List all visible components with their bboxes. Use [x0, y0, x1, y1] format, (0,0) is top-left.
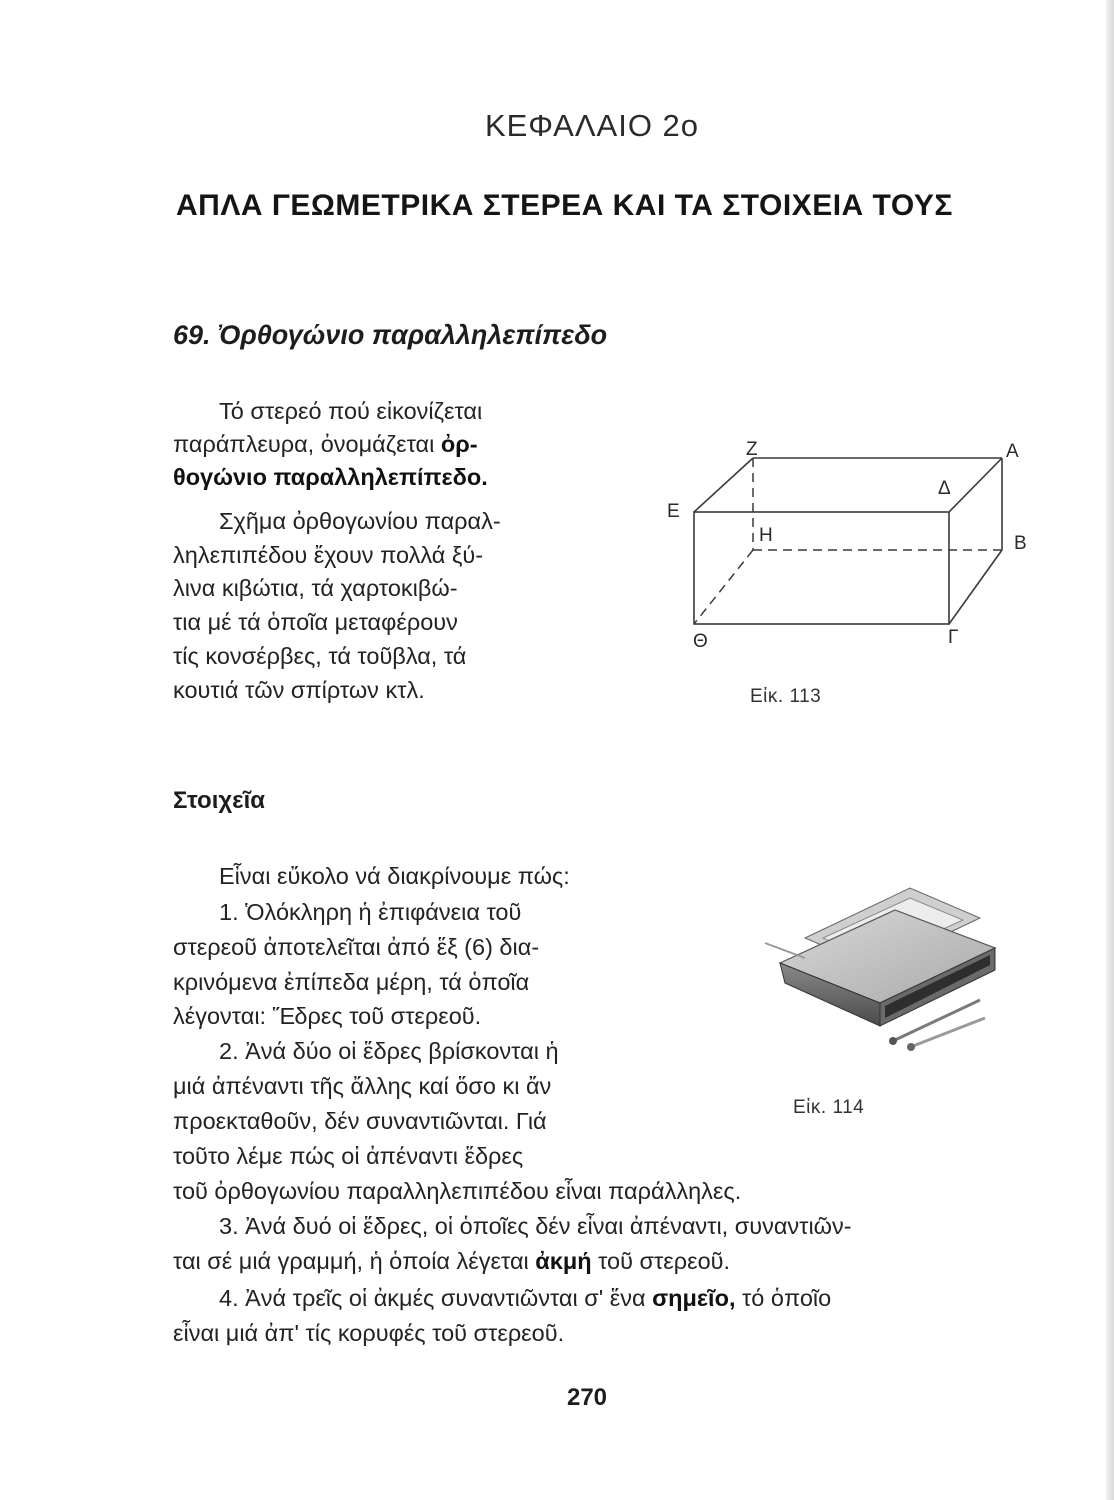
text-line: λέγονται: Ἕδρες τοῦ στερεοῦ.	[173, 1003, 482, 1029]
text-line: τοῦτο λέμε πώς οἱ ἀπέναντι ἕδρες	[173, 1143, 524, 1169]
edge	[694, 458, 753, 512]
text-segment: 4. Ἀνά τρεῖς οἱ ἀκμές συναντιῶνται σ' ἕνα	[219, 1285, 653, 1311]
text-line: ληλεπιπέδου ἔχουν πολλά ξύ-	[173, 542, 484, 568]
text-line	[173, 1245, 730, 1277]
hidden-edge	[694, 550, 753, 624]
vertex-label: Θ	[693, 631, 708, 652]
text-line	[173, 428, 478, 460]
text-segment: παράπλευρα, ὀνομάζεται	[173, 431, 441, 457]
vertex-label: Η	[759, 525, 773, 546]
text-line: 3. Ἀνά δυό οἱ ἕδρες, οἱ ὁποῖες δέν εἶναι ἀπέναντι, συναντιῶν-	[219, 1213, 852, 1239]
intro-line: Εἶναι εὔκολο νά διακρίνουμε πώς:	[219, 863, 570, 889]
text-segment: τοῦ στερεοῦ.	[591, 1248, 731, 1274]
text-line: κουτιά τῶν σπίρτων κτλ.	[173, 677, 425, 703]
figure-caption: Εἰκ. 113	[750, 686, 822, 707]
text-line: εἶναι μιά ἀπ' τίς κορυφές τοῦ στερεοῦ.	[173, 1320, 565, 1346]
edge	[949, 458, 1002, 512]
text-line: Σχῆμα ὀρθογωνίου παραλ-	[219, 508, 501, 534]
bold-term: θογώνιο παραλληλεπίπεδο.	[173, 464, 488, 490]
front-face	[694, 512, 949, 624]
text-segment: τό ὁποῖο	[735, 1285, 832, 1311]
text-line: λινα κιβώτια, τά χαρτοκιβώ-	[173, 575, 458, 601]
text-line: μιά ἀπέναντι τῆς ἄλλης καί ὅσο κι ἄν	[173, 1073, 552, 1099]
vertex-label: Δ	[938, 478, 951, 499]
match-stick	[913, 1018, 985, 1046]
text-line: 2. Ἀνά δύο οἱ ἕδρες βρίσκονται ἡ	[219, 1038, 559, 1064]
vertex-label: Γ	[948, 627, 959, 648]
match-head	[907, 1043, 915, 1051]
vertex-label: Β	[1014, 533, 1027, 554]
chapter-heading: ΚΕΦΑΛΑΙΟ 2ο	[484, 108, 700, 143]
text-line	[173, 461, 488, 493]
bold-term: ὀρ-	[440, 431, 478, 457]
page-edge	[1106, 0, 1114, 1500]
text-line	[219, 1282, 831, 1314]
bold-term: σημεῖο,	[652, 1285, 736, 1311]
match-head	[889, 1037, 897, 1045]
vertex-label: Ε	[667, 501, 680, 522]
text-segment: ται σέ μιά γραμμή, ἡ ὁποία λέγεται	[173, 1248, 536, 1274]
vertex-label: Α	[1006, 441, 1019, 462]
figure-caption: Εἰκ. 114	[793, 1097, 865, 1118]
match-stick	[765, 943, 805, 958]
text-line: Τό στερεό πού εἰκονίζεται	[219, 398, 483, 424]
edge	[949, 550, 1002, 624]
text-line: κρινόμενα ἐπίπεδα μέρη, τά ὁποῖα	[173, 969, 530, 995]
vertex-label: Ζ	[746, 439, 758, 460]
text-line: προεκταθοῦν, δέν συναντιῶνται. Γιά	[173, 1108, 547, 1134]
bold-term: ἀκμή	[535, 1248, 592, 1274]
text-line: τια μέ τά ὁποῖα μεταφέρουν	[173, 609, 458, 635]
subsection-title: Στοιχεῖα	[173, 787, 265, 814]
figure-114-matchbox-image	[745, 868, 1025, 1078]
text-line: τίς κονσέρβες, τά τοῦβλα, τά	[173, 643, 467, 669]
text-line: τοῦ ὀρθογωνίου παραλληλεπιπέδου εἶναι παράλληλες.	[173, 1178, 742, 1204]
figure-113-box-diagram	[650, 425, 1050, 725]
page-title: ΑΠΛΑ ΓΕΩΜΕΤΡΙΚΑ ΣΤΕΡΕΑ ΚΑΙ ΤΑ ΣΤΟΙΧΕΙΑ ΤΟΥΣ	[176, 189, 953, 222]
text-line: 1. Ὁλόκληρη ἡ ἐπιφάνεια τοῦ	[219, 899, 522, 925]
text-line: στερεοῦ ἀποτελεῖται ἀπό ἕξ (6) δια-	[173, 934, 540, 960]
section-title: 69. Ὀρθογώνιο παραλληλεπίπεδο	[173, 320, 608, 350]
page-number: 270	[566, 1384, 608, 1411]
